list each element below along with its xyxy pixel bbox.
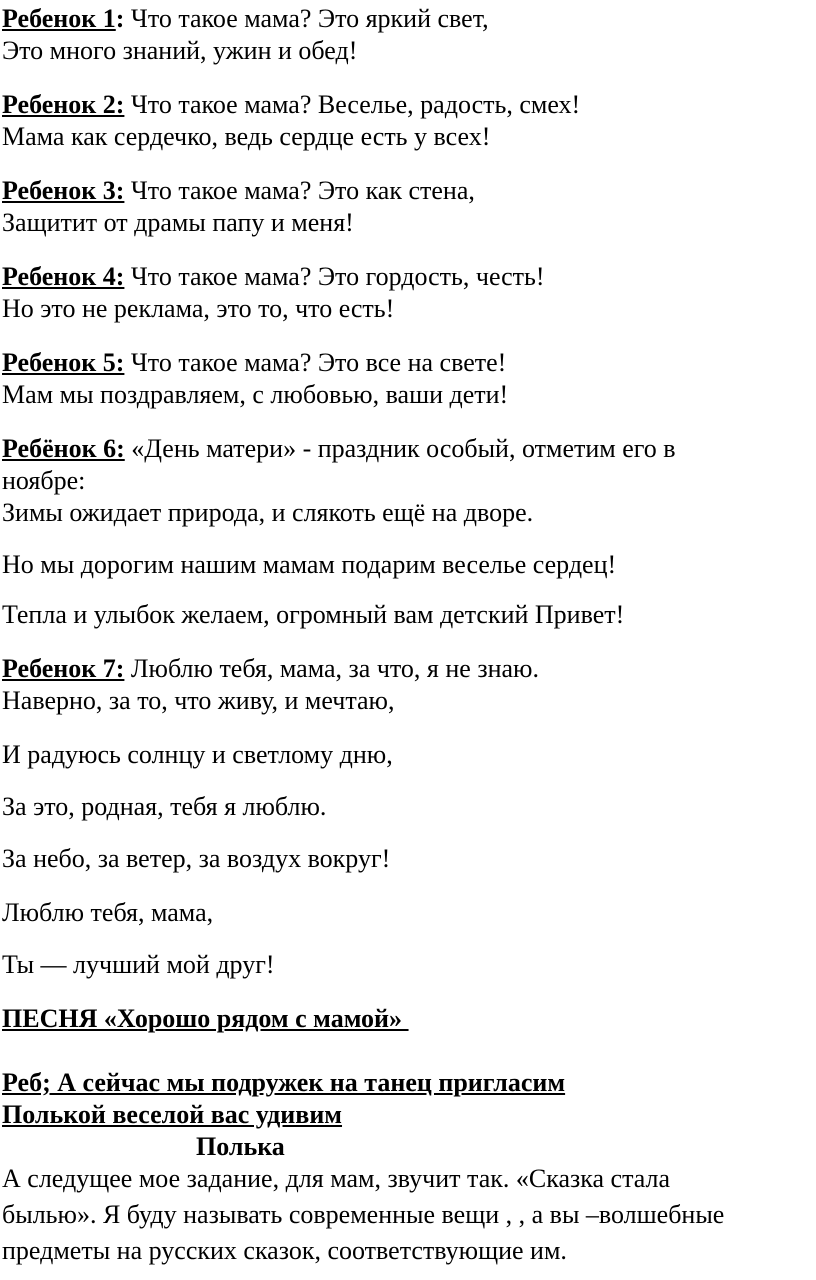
child-1-line-2: Это много знаний, ужин и обед! — [2, 36, 358, 65]
child-5-line-2: Мам мы поздравляем, с любовью, ваши дети! — [2, 380, 509, 409]
poem-line: И радуюсь солнцу и светлому дню, — [2, 740, 393, 769]
poem-text: Люблю тебя, мама, за что, я не знаю. — [124, 654, 539, 683]
child-6-line-2: ноябре: — [2, 466, 86, 495]
child-6-line-1 — [2, 432, 810, 466]
task-line-1: А следущее мое задание, для мам, звучит так. «Сказка стала — [2, 1164, 671, 1193]
polka-heading: Полька — [196, 1132, 285, 1161]
poem-line: Но мы дорогим нашим мамам подарим веселье сердец! — [2, 550, 617, 579]
poem-text: Что такое мама? Это все на свете! — [124, 348, 507, 377]
poem-line: Люблю тебя, мама, — [2, 898, 214, 927]
child-label: Ребенок 7: — [2, 654, 125, 683]
child-2-line-1 — [2, 88, 810, 122]
child-2-line-2: Мама как сердечко, ведь сердце есть у всех! — [2, 122, 491, 151]
child-5-line-1 — [2, 346, 810, 380]
child-label: Ребенок 1 — [2, 4, 116, 33]
poem-text: Что такое мама? Веселье, радость, смех! — [124, 90, 581, 119]
child-label: Ребенок 4: — [2, 262, 125, 291]
poem-text: Что такое мама? Это яркий свет, — [124, 4, 489, 33]
poem-text: Что такое мама? Это гордость, честь! — [124, 262, 545, 291]
poem-line: За небо, за ветер, за воздух вокруг! — [2, 844, 391, 873]
child-3-line-2: Защитит от драмы папу и меня! — [2, 208, 354, 237]
invite-line-2: Полькой веселой вас удивим — [2, 1100, 343, 1129]
invite-line-1: Реб; А сейчас мы подружек на танец пригласим — [2, 1068, 566, 1097]
child-label: Ребёнок 6: — [2, 434, 125, 463]
song-heading: ПЕСНЯ «Хорошо рядом с мамой» — [2, 1004, 409, 1033]
child-1-line-1 — [2, 2, 810, 36]
child-label: Ребенок 2: — [2, 90, 125, 119]
poem-text: Что такое мама? Это как стена, — [124, 176, 475, 205]
task-line-3: предметы на русских сказок, соответствующие им. — [2, 1236, 567, 1265]
child-7-line-1 — [2, 652, 810, 686]
child-6-line-3: Зимы ожидает природа, и слякоть ещё на дворе. — [2, 498, 534, 527]
child-4-line-1 — [2, 260, 810, 294]
poem-line: Ты — лучший мой друг! — [2, 950, 275, 979]
child-4-line-2: Но это не реклама, это то, что есть! — [2, 294, 395, 323]
poem-line: Тепла и улыбок желаем, огромный вам детский Привет! — [2, 600, 625, 629]
task-line-2: былью». Я буду называть современные вещи , , а вы –волшебные — [2, 1200, 725, 1229]
child-3-line-1 — [2, 174, 810, 208]
child-label: Ребенок 3: — [2, 176, 125, 205]
child-7-line-2: Наверно, за то, что живу, и мечтаю, — [2, 686, 395, 715]
poem-line: За это, родная, тебя я люблю. — [2, 792, 327, 821]
child-label: Ребенок 5: — [2, 348, 125, 377]
child-label-colon: : — [115, 4, 125, 33]
poem-text: «День матери» - праздник особый, отметим его в — [124, 434, 676, 463]
